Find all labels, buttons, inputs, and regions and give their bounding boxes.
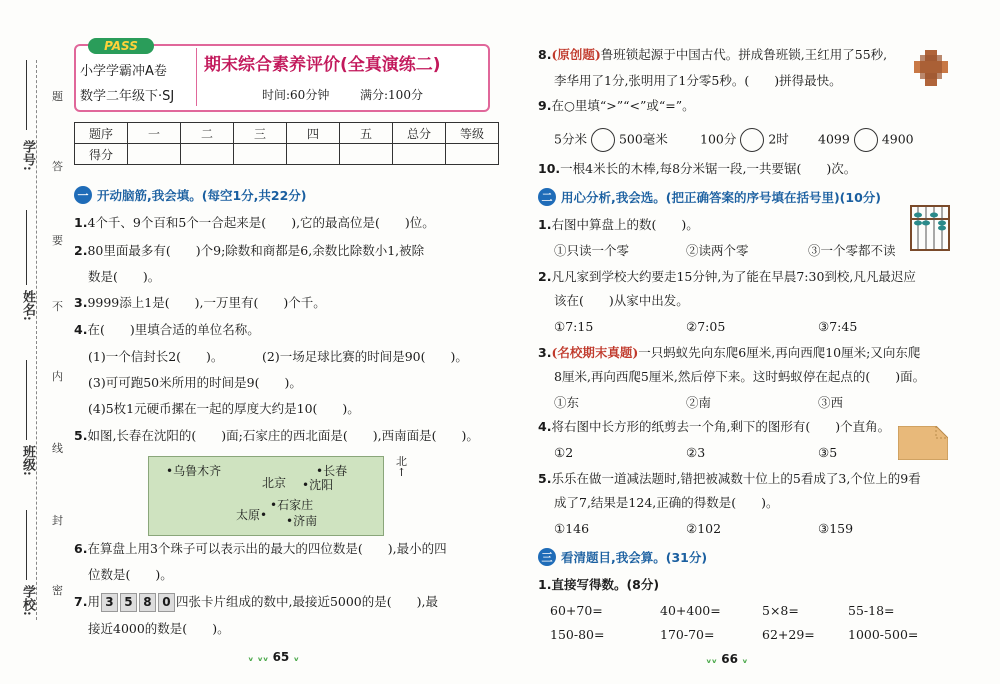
city-label: 沈阳 — [309, 478, 334, 492]
score-cell[interactable] — [340, 144, 393, 165]
option[interactable]: ②南 — [686, 395, 712, 410]
section-3-heading — [538, 546, 707, 568]
city-label: 石家庄 — [277, 498, 314, 512]
question-number: 1. — [538, 217, 552, 232]
score-cell[interactable] — [287, 144, 340, 165]
sprout-icon: ᵥ — [742, 653, 748, 666]
number-card: 3 — [101, 593, 118, 612]
question-text: 四张卡片组成的数中,最接近5000的是( ),最 — [175, 594, 438, 609]
question-text: 9999添上1是( ),一万里有( )个千。 — [87, 295, 326, 310]
score-cell[interactable] — [446, 144, 499, 165]
question-text: 将右图中长方形的纸剪去一个角,剩下的图形有( )个直角。 — [551, 419, 891, 434]
section-title: 看清题目,我会算。(31分) — [561, 550, 708, 565]
question-text-cont: 接近4000的数是( )。 — [88, 621, 230, 636]
compare-right: 4900 — [881, 131, 914, 147]
city-label: 长春 — [323, 464, 348, 478]
margin-char: 密 — [52, 584, 63, 597]
map-city-shijiazhuang: •石家庄 — [270, 498, 314, 512]
question-4 — [74, 321, 260, 339]
sprout-icon: ᵥᵥ — [706, 653, 718, 666]
school-underline — [26, 510, 27, 580]
question-6 — [74, 540, 447, 558]
option[interactable]: ①东 — [554, 395, 580, 410]
arithmetic-item[interactable]: 150-80= — [550, 627, 605, 642]
question-text: 乐乐在做一道减法题时,错把被减数十位上的5看成了3,个位上的9看 — [551, 471, 921, 486]
section-2-heading — [538, 186, 881, 208]
id-underline — [26, 60, 27, 130]
option[interactable]: ①只读一个零 — [554, 243, 630, 258]
option[interactable]: ②102 — [686, 521, 722, 536]
question-text-cont: 数是( )。 — [88, 269, 161, 284]
option[interactable]: ③159 — [818, 521, 854, 536]
question-number: 7. — [74, 594, 88, 609]
choice-question-5 — [538, 470, 921, 488]
map-city-urumqi: •乌鲁木齐 — [166, 464, 222, 478]
question-text: 如图,长春在沈阳的( )面;石家庄的西北面是( ),西南面是( )。 — [87, 428, 479, 443]
option[interactable]: ①2 — [554, 445, 574, 460]
score-cell[interactable] — [393, 144, 446, 165]
compare-1 — [554, 128, 668, 152]
score-cell[interactable] — [128, 144, 181, 165]
question-number: 3. — [538, 345, 552, 360]
arithmetic-item[interactable]: 170-70= — [660, 627, 715, 642]
sub-question: (4)5枚1元硬币摞在一起的厚度大约是10( )。 — [88, 401, 360, 416]
student-id-label: 学号: — [20, 140, 35, 171]
pass-logo: PASS — [88, 38, 154, 54]
option[interactable]: ①7:15 — [554, 319, 594, 334]
score-table — [74, 122, 499, 165]
luban-lock-image — [912, 48, 950, 88]
question-text-cont: 位数是( )。 — [88, 567, 173, 582]
school-label: 学校: — [20, 585, 35, 616]
option[interactable]: ②3 — [686, 445, 706, 460]
number-card: 5 — [120, 593, 137, 612]
arithmetic-item[interactable]: 5×8= — [762, 603, 799, 618]
section-number: 二 — [538, 188, 556, 206]
series-grade: 数学二年级下·SJ — [80, 89, 175, 104]
question-text: 一只蚂蚁先向东爬6厘米,再向西爬10厘米;又向东爬 — [638, 345, 921, 360]
question-number: 4. — [74, 322, 88, 337]
map-city-changchun: •长春 — [316, 464, 348, 478]
score-cell[interactable] — [234, 144, 287, 165]
arithmetic-item[interactable]: 62+29= — [762, 627, 815, 642]
question-text: 直接写得数。(8分) — [551, 577, 660, 592]
question-5 — [74, 427, 479, 445]
exam-score: 满分:100分 — [360, 88, 423, 102]
question-number: 4. — [538, 419, 552, 434]
question-number: 5. — [538, 471, 552, 486]
question-number: 2. — [538, 269, 552, 284]
option[interactable]: ③5 — [818, 445, 838, 460]
arithmetic-item[interactable]: 55-18= — [848, 603, 895, 618]
map-city-beijing — [262, 474, 286, 491]
margin-char: 封 — [52, 514, 63, 527]
option[interactable]: ①146 — [554, 521, 590, 536]
page-number: 65 — [272, 650, 290, 664]
number-card: 8 — [139, 593, 156, 612]
arithmetic-item[interactable]: 1000-500= — [848, 627, 919, 642]
question-text-cont: 该在( )从家中出发。 — [554, 293, 689, 308]
rectangle-paper-image — [898, 426, 948, 460]
question-text-cont: 李华用了1分,张明用了1分零5秒。( )拼得最快。 — [554, 73, 842, 88]
question-text: 凡凡家到学校大约要走15分钟,为了能在早晨7:30到校,凡凡最迟应 — [551, 269, 916, 284]
question-1 — [74, 214, 435, 232]
section-number: 一 — [74, 186, 92, 204]
city-label: 乌鲁木齐 — [173, 464, 222, 478]
page-number: 66 — [721, 652, 738, 666]
header-divider — [196, 48, 197, 106]
question-8 — [538, 46, 887, 64]
score-table-score-row — [75, 144, 499, 165]
option[interactable]: ③7:45 — [818, 319, 858, 334]
question-text: 在算盘上用3个珠子可以表示出的最大的四位数是( ),最小的四 — [87, 541, 447, 556]
question-3 — [74, 294, 326, 312]
name-underline — [26, 210, 27, 285]
page-footer-right — [706, 652, 748, 666]
compare-2 — [700, 128, 789, 152]
section-number: 三 — [538, 548, 556, 566]
compare-left: 100分 — [700, 131, 737, 147]
table-cell: 二 — [181, 123, 234, 144]
compare-left: 4099 — [818, 131, 850, 147]
section-1-heading — [74, 184, 307, 206]
question-text-cont: 8厘米,再向西爬5厘米,然后停下来。这时蚂蚁停在起点的( )面。 — [554, 369, 926, 384]
map-city-taiyuan: 太原• — [236, 508, 268, 522]
sub-question: (2)一场足球比赛的时间是90( )。 — [262, 349, 468, 364]
question-text: 在○里填“>”“<”或“=”。 — [551, 98, 695, 113]
arithmetic-item[interactable]: 60+70= — [550, 603, 603, 618]
question-number: 8. — [538, 47, 552, 62]
compare-right: 500毫米 — [618, 131, 668, 147]
section-title: 用心分析,我会选。(把正确答案的序号填在括号里)(10分) — [561, 190, 881, 205]
arithmetic-item[interactable]: 40+400= — [660, 603, 721, 618]
compare-circle[interactable] — [740, 128, 764, 152]
question-number: 1. — [74, 215, 88, 230]
name-label: 姓名: — [20, 290, 35, 321]
question-text: 用 — [87, 594, 100, 609]
sub-question: (3)可可跑50米所用的时间是9( )。 — [88, 375, 302, 390]
choice-question-2 — [538, 268, 916, 286]
margin-char: 答 — [52, 160, 63, 173]
city-label: 太原 — [236, 508, 261, 522]
exam-time: 时间:60分钟 — [262, 88, 330, 102]
margin-char: 线 — [52, 442, 63, 455]
calc-question-1 — [538, 576, 659, 594]
table-cell: 五 — [340, 123, 393, 144]
north-arrow — [396, 456, 407, 478]
compare-circle[interactable] — [591, 128, 615, 152]
question-text: 右图中算盘上的数( )。 — [551, 217, 699, 232]
class-underline — [26, 360, 27, 440]
abacus-image — [910, 205, 950, 251]
sprout-icon: ᵥ — [293, 651, 299, 664]
section-title: 开动脑筋,我会填。(每空1分,共22分) — [97, 188, 307, 203]
option[interactable]: ②7:05 — [686, 319, 726, 334]
question-text: 80里面最多有( )个9;除数和商都是6,余数比除数小1,被除 — [87, 243, 425, 258]
question-number: 5. — [74, 428, 88, 443]
compare-right: 2时 — [768, 131, 789, 147]
margin-char: 内 — [52, 370, 63, 383]
question-10 — [538, 160, 856, 178]
option[interactable]: ③西 — [818, 395, 844, 410]
number-card: 0 — [158, 593, 175, 612]
north-label: 北 — [396, 455, 407, 468]
choice-question-1 — [538, 216, 699, 234]
question-7 — [74, 593, 438, 612]
question-text: 在( )里填合适的单位名称。 — [87, 322, 260, 337]
choice-question-4 — [538, 418, 890, 436]
question-text-cont: 成了7,结果是124,正确的得数是( )。 — [554, 495, 779, 510]
question-2 — [74, 242, 424, 260]
map-city-shenyang: •沈阳 — [302, 478, 334, 492]
question-number: 2. — [74, 243, 88, 258]
margin-char: 不 — [52, 300, 63, 313]
city-label: 北京 — [262, 476, 287, 490]
arrow-up-icon: ↑ — [396, 466, 407, 479]
question-text: 4个千、9个百和5个一合起来是( ),它的最高位是( )位。 — [87, 215, 435, 230]
question-tag: (原创题) — [551, 47, 601, 62]
question-tag: (名校期末真题) — [551, 345, 639, 360]
question-text: 一根4米长的木棒,每8分米锯一段,一共要锯( )次。 — [560, 161, 857, 176]
table-cell: 总分 — [393, 123, 446, 144]
compare-left: 5分米 — [554, 131, 587, 147]
choice-question-3 — [538, 344, 920, 362]
page-footer-left — [248, 650, 299, 664]
question-number: 10. — [538, 161, 561, 176]
question-9 — [538, 97, 695, 115]
sprout-icon: ᵥ ᵥᵥ — [248, 651, 269, 664]
question-number: 1. — [538, 577, 552, 592]
option[interactable]: ③一个零都不读 — [808, 243, 896, 258]
question-number: 9. — [538, 98, 552, 113]
class-label: 班级: — [20, 445, 35, 476]
table-cell: 三 — [234, 123, 287, 144]
compare-circle[interactable] — [854, 128, 878, 152]
margin-char: 要 — [52, 234, 63, 247]
city-label: 济南 — [293, 514, 318, 528]
table-cell: 一 — [128, 123, 181, 144]
question-number: 6. — [74, 541, 88, 556]
question-text: 鲁班锁起源于中国古代。拼成鲁班锁,王红用了55秒, — [600, 47, 888, 62]
series-name: 小学学霸冲A卷 — [80, 64, 167, 79]
table-cell: 得分 — [75, 144, 128, 165]
option[interactable]: ②读两个零 — [686, 243, 749, 258]
table-cell: 题序 — [75, 123, 128, 144]
score-table-header-row — [75, 123, 499, 144]
table-cell: 四 — [287, 123, 340, 144]
table-cell: 等级 — [446, 123, 499, 144]
margin-char: 题 — [52, 90, 63, 103]
exam-title: 期末综合素养评价(全真演练二) — [204, 55, 441, 75]
sub-question: (1)一个信封长2( )。 — [88, 349, 224, 364]
question-number: 3. — [74, 295, 88, 310]
map-city-jinan: •济南 — [286, 514, 318, 528]
compare-3 — [818, 128, 914, 152]
score-cell[interactable] — [181, 144, 234, 165]
